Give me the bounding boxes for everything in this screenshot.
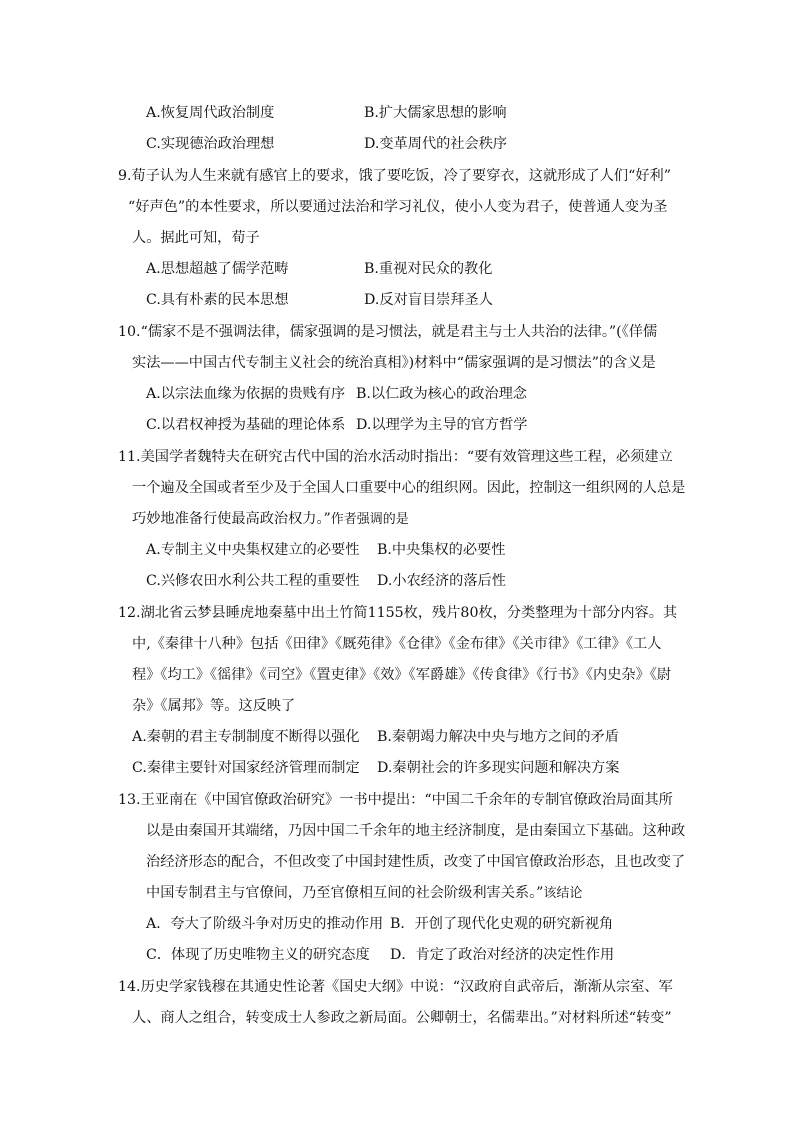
- q11-option-d[interactable]: D.小农经济的落后性: [377, 573, 506, 589]
- q8-option-a[interactable]: A.恢复周代政治制度: [146, 105, 275, 121]
- q13-option-b[interactable]: B．开创了现代化史观的研究新视角: [390, 916, 614, 932]
- q13-stem-line-4: [146, 883, 582, 904]
- q13-stem-tail: 该结论: [543, 886, 583, 901]
- q13-option-c[interactable]: C．体现了历史唯物主义的研究态度: [146, 947, 370, 963]
- q13-stem-line-1: 13.王亚南在《中国官僚政治研究》一书中提出：“中国二千余年的专制官僚政治局面其所: [118, 792, 673, 808]
- q12-stem-line-4: 杂》《属邦》等。这反映了: [132, 698, 296, 714]
- q12-stem-line-1: 12.湖北省云梦县睡虎地秦墓中出土竹简1155枚，残片80枚，分类整理为十部分内容。其: [118, 605, 678, 621]
- q12-option-c[interactable]: C.秦律主要针对国家经济管理而制定: [132, 760, 360, 776]
- q10-option-b[interactable]: B.以仁政为核心的政治理念: [356, 386, 527, 402]
- q11-stem-tail: 作者强调的是: [330, 512, 409, 527]
- q13-option-a[interactable]: A．夸大了阶级斗争对历史的推动作用: [146, 916, 384, 932]
- q11-option-b[interactable]: B.中央集权的必要性: [377, 542, 506, 558]
- q10-option-a[interactable]: A.以宗法血缘为依据的贵贱有序: [146, 386, 346, 402]
- q10-option-c[interactable]: C.以君权神授为基础的理论体系: [146, 417, 346, 433]
- q13-option-d[interactable]: D．肯定了政治对经济的决定性作用: [390, 947, 615, 963]
- q9-stem-line-2: “好声色”的本性要求，所以要通过法治和学习礼仪，使小人变为君子，使普通人变为圣: [128, 199, 668, 215]
- q14-stem-line-1: 14.历史学家钱穆在其通史性论著《国史大纲》中说：“汉政府自武帝后，渐渐从宗室、军: [118, 979, 673, 995]
- q13-stem-line-2: 以是由秦国开其端绪，乃因中国二千余年的地主经济制度，是由秦国立下基础。这种政: [146, 823, 686, 839]
- q10-stem-line-1: 10.“儒家不是不强调法律，儒家强调的是习惯法，就是君主与士人共治的法律。”(《佯儒: [118, 324, 658, 340]
- q11-stem-text: 巧妙地准备行使最高政治权力。”: [132, 511, 331, 527]
- q8-option-d[interactable]: D.变革周代的社会秩序: [364, 136, 508, 152]
- q12-option-b[interactable]: B.秦朝竭力解决中央与地方之间的矛盾: [377, 729, 619, 745]
- q10-option-d[interactable]: D.以理学为主导的官方哲学: [356, 417, 528, 433]
- q12-option-d[interactable]: D.秦朝社会的许多现实问题和解决方案: [377, 760, 620, 776]
- q11-stem-line-1: 11.美国学者魏特夫在研究古代中国的治水活动时指出：“要有效管理这些工程，必须建立: [118, 449, 673, 465]
- q8-option-b[interactable]: B.扩大儒家思想的影响: [364, 105, 507, 121]
- q9-option-a[interactable]: A.思想超越了儒学范畴: [146, 261, 289, 277]
- q14-stem-line-2: 人、商人之组合，转变成士人参政之新局面。公卿朝士，名儒辈出。”对材料所述“转变”: [132, 1010, 672, 1026]
- q9-option-c[interactable]: C.具有朴素的民本思想: [146, 292, 289, 308]
- q10-stem-line-2: 实法——中国古代专制主义社会的统治真相》)材料中“儒家强调的是习惯法”的含义是: [132, 355, 656, 371]
- q9-option-b[interactable]: B.重视对民众的教化: [364, 261, 493, 277]
- q11-option-c[interactable]: C.兴修农田水利公共工程的重要性: [146, 573, 360, 589]
- q11-stem-line-2: 一个遍及全国或者至少及于全国人口重要中心的组织网。因此，控制这一组织网的人总是: [132, 480, 686, 496]
- q9-option-d[interactable]: D.反对盲目崇拜圣人: [364, 292, 493, 308]
- q8-option-c[interactable]: C.实现德治政治理想: [146, 136, 275, 152]
- q11-option-a[interactable]: A.专制主义中央集权建立的必要性: [146, 542, 360, 558]
- q12-stem-line-2: 中,《秦律十八种》包括《田律》《厩苑律》《仓律》《金布律》《关市律》《工律》《工人: [132, 636, 662, 652]
- q12-option-a[interactable]: A.秦朝的君主专制制度不断得以强化: [132, 729, 360, 745]
- q9-stem-line-3: 人。据此可知，荀子: [132, 230, 260, 246]
- q12-stem-line-3: 程》《均工》《徭律》《司空》《置吏律》《效》《军爵雄》《传食律》《行书》《内史杂》《尉: [132, 667, 672, 683]
- q13-stem-line-3: 治经济形态的配合，不但改变了中国封建性质，改变了中国官僚政治形态，且也改变了: [146, 854, 686, 870]
- q9-stem-line-1: 9.荀子认为人生来就有感官上的要求，饿了要吃饭，冷了要穿衣，这就形成了人们“好利”: [118, 168, 671, 184]
- q13-stem-text: 中国专制君主与官僚间，乃至官僚相互间的社会阶级利害关系。”: [146, 885, 544, 901]
- q11-stem-line-3: [132, 509, 409, 530]
